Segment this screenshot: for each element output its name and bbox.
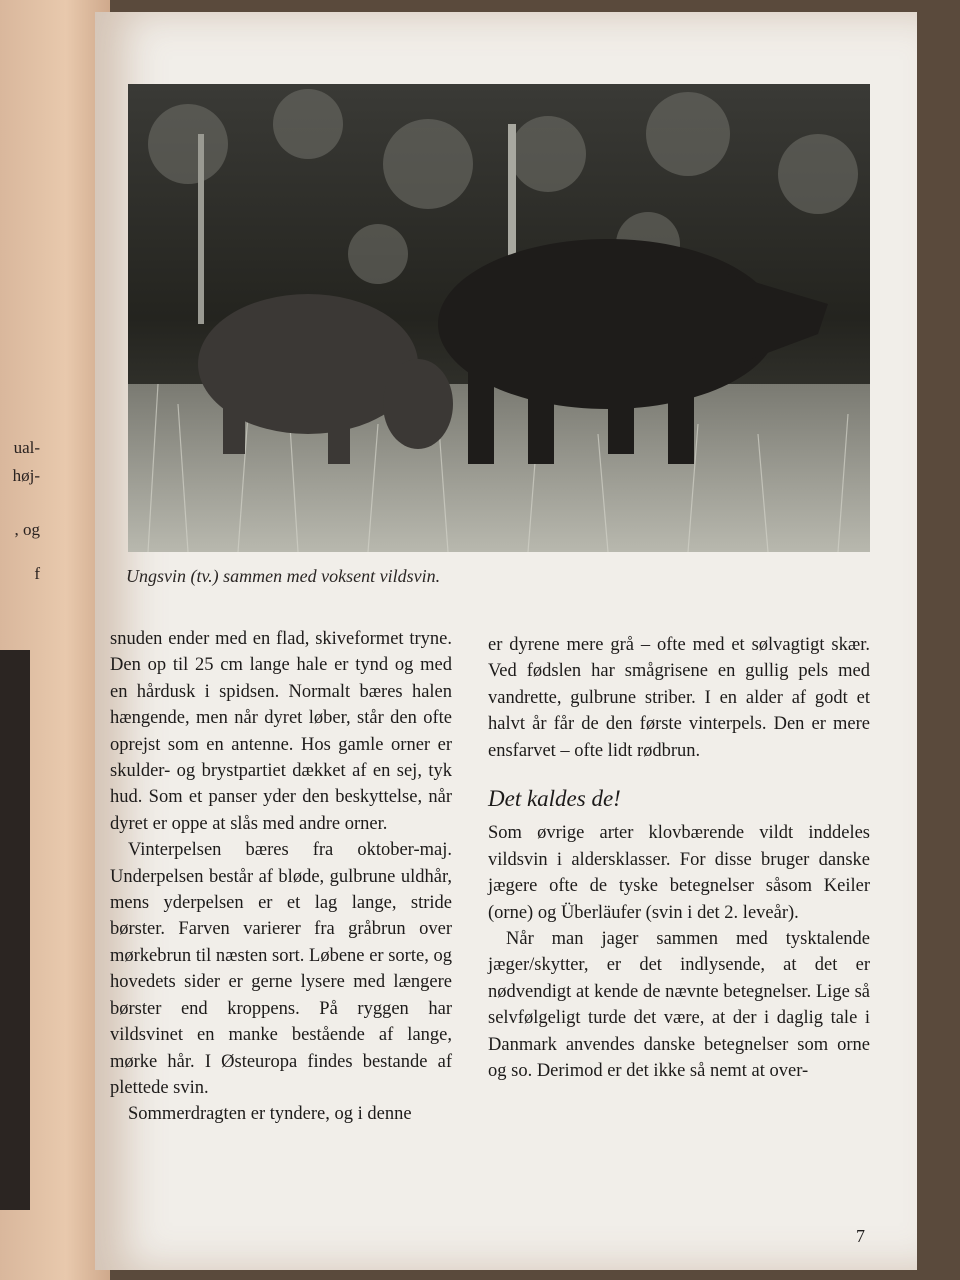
facing-page-fragment: f	[34, 564, 40, 583]
body-paragraph: er dyrene mere grå – ofte med et sølvagtigt skær. Ved fødslen har smågrisene en gullig pels med vandrette, gulbrune striber. I en alder af godt et halvt år får de den første vinterpels. Den er mere ensfarvet – ofte lidt rødbrun.	[488, 635, 870, 761]
body-paragraph: Som øvrige arter klovbærende vildt inddeles vildsvin i aldersklasser. For disse bruger danske jægere ofte de tyske betegnelser såsom Keiler (orne) og Überläufer (svin i det 2. leveår).	[488, 823, 870, 923]
wild-boar-illustration	[128, 84, 870, 552]
facing-page-fragment: ual-	[13, 438, 40, 457]
photo-caption: Ungsvin (tv.) sammen med voksent vildsvin.	[126, 566, 441, 586]
right-text-column	[488, 632, 870, 1085]
left-text-column	[110, 626, 452, 1128]
wild-boar-photo	[128, 84, 870, 552]
section-heading: Det kaldes de!	[488, 786, 621, 812]
page-number: 7	[856, 1226, 865, 1246]
facing-page-fragment: , og	[14, 520, 40, 539]
body-paragraph: snuden ender med en flad, skiveformet tryne. Den op til 25 cm lange hale er tynd og med en hårdusk i spidsen. Normalt bæres halen hængende, men når dyret løber, står den ofte oprejst som en antenne. Hos gamle orner er skulder- og brystpartiet dækket af en sej, tyk hud. Som et panser yder den beskyttelse, når dyret er oppe at slås med andre orner.	[110, 629, 452, 834]
facing-page-fragment: høj-	[12, 466, 40, 485]
facing-page	[0, 0, 110, 1280]
facing-page-photo-edge	[0, 650, 30, 1210]
body-paragraph: Vinterpelsen bæres fra oktober-maj. Underpelsen består af bløde, gulbrune uldhår, mens yderpelsen er et lag lange, stride børster. Farven varierer fra gråbrun over mørkebrun til næsten sort. Løbene er sorte, og hovedets sider er gerne lysere med længere børster end kroppens. På ryggen har vildsvinet en manke bestående af lange, mørke hår. I Østeuropa findes bestande af plettede svin.	[110, 840, 452, 1098]
body-paragraph: Når man jager sammen med tysktalende jæger/skytter, er det indlysende, at det er nødvendigt at kende de nævnte betegnelser. Lige så selvfølgeligt turde det være, at der i daglig tale i Danmark anvendes danske betegnelser som orne og so. Derimod er det ikke så nemt at over-	[488, 929, 870, 1082]
body-paragraph: Sommerdragten er tyndere, og i denne	[128, 1104, 412, 1125]
